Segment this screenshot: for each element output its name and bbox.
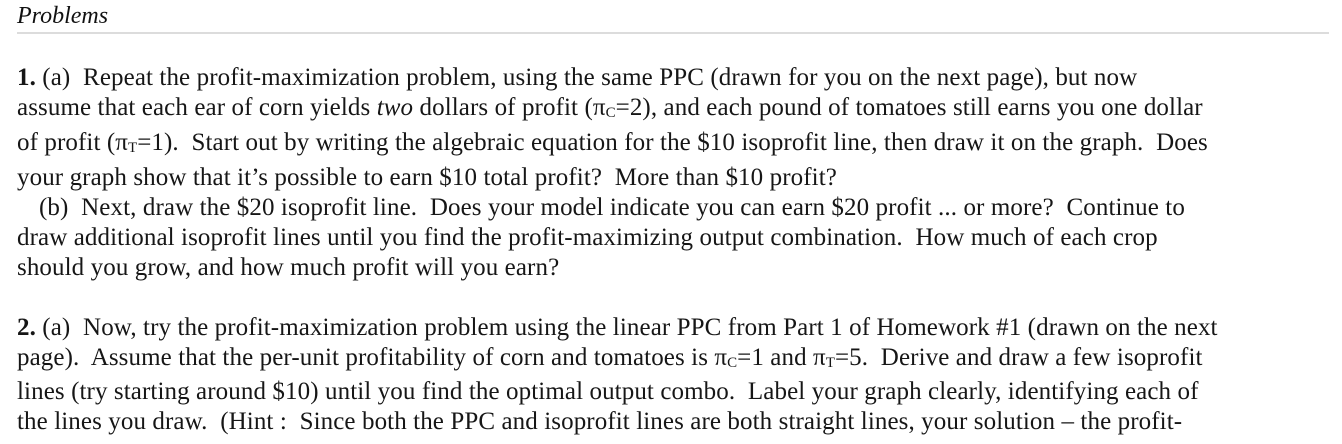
- problem-1a-paragraph: [17, 63, 1328, 193]
- problem-2: [17, 313, 1328, 438]
- text-line: lines (try starting around $10) until you find the optimal output combo. Label your graph clearly, identifying each of: [17, 378, 1199, 406]
- text-line: the lines you draw. (Hint : Since both the PPC and isoprofit lines are both straight lines, your solution – the profit-: [17, 408, 1183, 436]
- text-line: page). Assume that the per-unit profitability of corn and tomatoes is πC=1 and πT=5. Derive and draw a few isoprofit: [17, 343, 1203, 371]
- text-line: (b) Next, draw the $20 isoprofit line. Does your model indicate you can earn $20 profit ... or more? Continue to: [39, 193, 1185, 221]
- text-line: your graph show that it’s possible to earn $10 total profit? More than $10 profit?: [17, 163, 837, 191]
- problem-1b-paragraph: [17, 193, 1328, 283]
- text-line: 1. (a) Repeat the profit-maximization problem, using the same PPC (drawn for you on the next page), but now: [17, 64, 1138, 91]
- text-line: 2. (a) Now, try the profit-maximization problem using the linear PPC from Part 1 of Homework #1 (drawn on the next: [17, 313, 1218, 341]
- text-line: should you grow, and how much profit will you earn?: [17, 253, 560, 281]
- section-title: Problems: [17, 3, 109, 29]
- problem-2a-paragraph: [17, 313, 1328, 438]
- title-divider: [17, 32, 1329, 34]
- problem-1: [17, 63, 1328, 283]
- text-line: of profit (πT=1). Start out by writing the algebraic equation for the $10 isoprofit line, then draw it on the graph. Does: [17, 128, 1208, 156]
- text-line: assume that each ear of corn yields two dollars of profit (πC=2), and each pound of tomatoes still earns you one dollar: [17, 94, 1203, 121]
- text-line: draw additional isoprofit lines until you find the profit-maximizing output combination. How much of each crop: [17, 223, 1158, 251]
